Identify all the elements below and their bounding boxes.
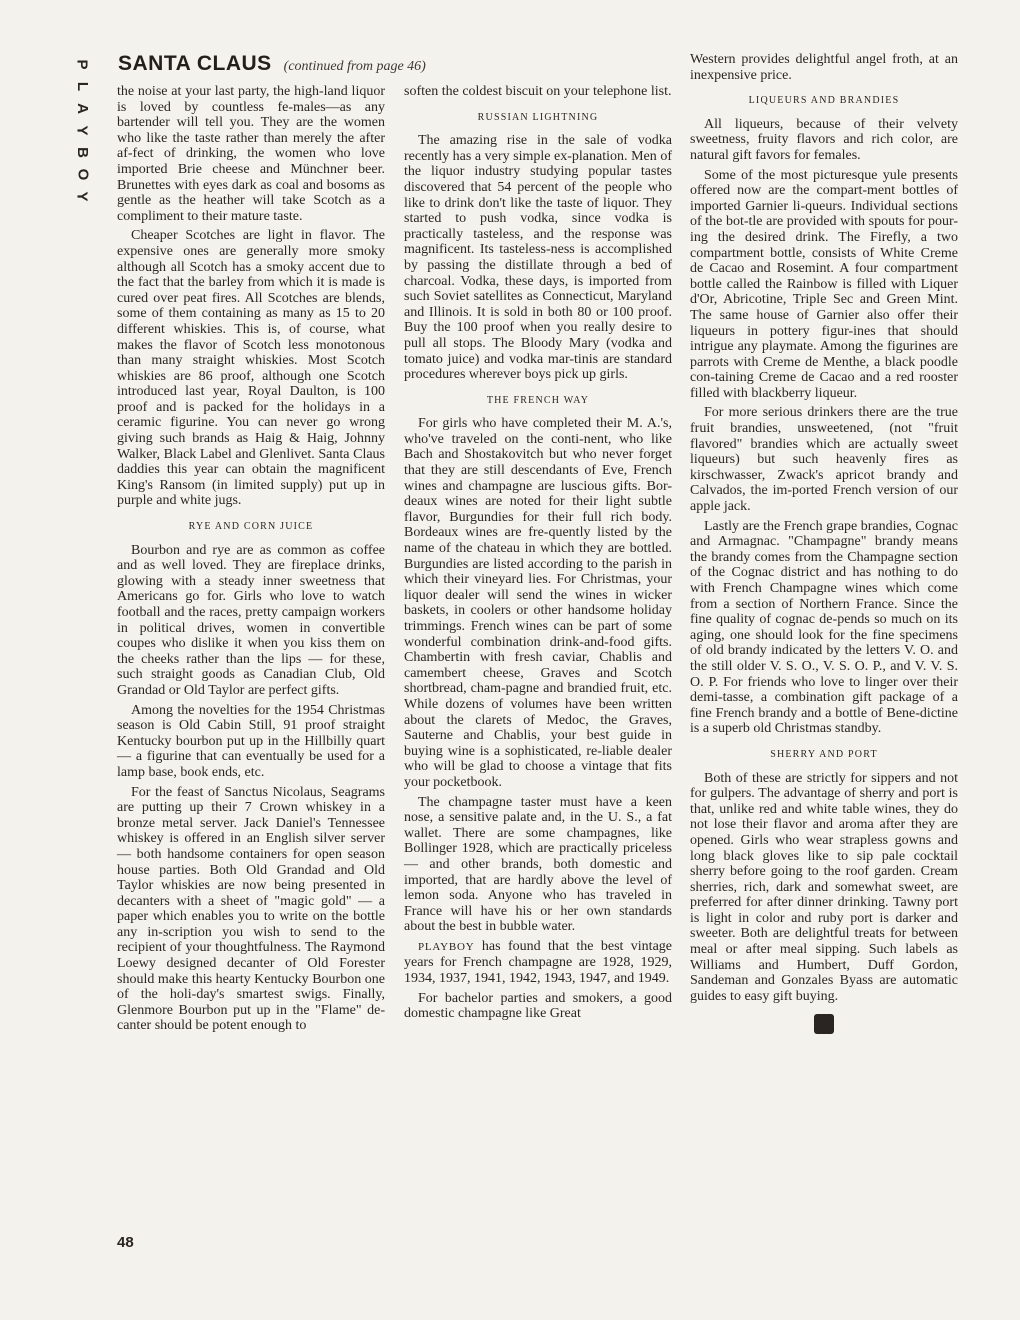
- paragraph: All liqueurs, because of their velvety sweetness, fruity flavors and rich color, are natural gift favors for females.: [690, 116, 958, 163]
- rabbit-logo-icon: [814, 1014, 834, 1034]
- paragraph: Both of these are strictly for sippers and not for gulpers. The advantage of sherry and port is that, unlike red and white table wines, they do not lose their flavor and aroma after they are opened. Girls who wear strapless gowns and long black gloves like to sip pale cocktail sherry before going to the roof garden. Cream sherries, rich, dark and somewhat sweet, are preferred for after dinner drinking. Tawny port is light in color and ruby port is darker and sweeter. Both are delightful treats for between meal or after meal sipping. Such labels as Williams and Humbert, Duff Gordon, Sandeman and Gonzales Byass are automatic guides to easy gift buying.: [690, 770, 958, 1004]
- paragraph: Among the novelties for the 1954 Christmas season is Old Cabin Still, 91 proof straight Kentucky bourbon put up in the Hillbilly quart — a figurine that can eventually be used for a lamp base, book ends, etc.: [117, 702, 385, 780]
- paragraph: Western provides delightful angel froth, at an inexpensive price.: [690, 52, 958, 83]
- margin-letter: B: [74, 147, 91, 159]
- article-header: [118, 52, 426, 82]
- text-column-3: [690, 52, 958, 1034]
- margin-letter: A: [74, 103, 91, 115]
- section-heading: RUSSIAN LIGHTNING: [477, 111, 599, 123]
- paragraph-text: has found that the best vintage years for French champagne are 1928, 1929, 1934, 1937, 1941, 1942, 1943, 1947, and 1949.: [404, 938, 672, 987]
- paragraph: For bachelor parties and smokers, a good domestic champagne like Great: [404, 990, 672, 1022]
- paragraph: the noise at your last party, the high-land liquor is loved by countless fe-males—as any bartender will tell you. They are the women who like the taste rather than merely the after af-fect of drinking, the women who love imported Brie cheese and Münchner beer. Brunettes with eyes dark as coal and bosoms as gentle as the heather will take Scotch as a compliment to their mature taste.: [117, 84, 385, 224]
- paragraph: [404, 939, 672, 987]
- margin-letter: L: [73, 81, 91, 93]
- margin-letter: Y: [73, 191, 91, 203]
- magazine-name: PLAYBOY: [418, 940, 475, 953]
- paragraph: For more serious drinkers there are the true fruit brandies, unsweetened, (not "fruit flavored" brandies which are actually sweet liqueurs) but such heavenly fires as kirschwasser, Zwack's apricot brandy and Calvados, the im-ported French version of our apple jack.: [690, 405, 958, 515]
- paragraph: For the feast of Sanctus Nicolaus, Seagrams are putting up their 7 Crown whiskey in a bronze metal server. Jack Daniel's Tennessee whiskey is offered in an English silver server — both handsome containers for open season house parties. Both Old Grandad and Old Taylor whiskies are now being presented in decanters with a sheet of "magic gold" — a paper which enables you to write on the bottle any in-scription you wish to send to the recipient of your thoughtfulness. The Raymond Loewy designed decanter of Old Forester should make this hearty Kentucky Bourbon one of the holi-day's smartest swigs. Finally, Glenmore Bourbon put up in the "Flame" de-canter should be potent enough to: [117, 784, 385, 1034]
- paragraph: Lastly are the French grape brandies, Cognac and Armagnac. "Champagne" brandy means the brandy comes from the Champagne section of the Cognac district and has nothing to do with French Champagne wines which come from a section of Northern France. Since the fine quality of cognac de-pends so much on its aging, one should look for the fine specimens of old brandy indicated by the letters V. O. and the still older V. S. O., V. S. O. P., and V. V. S. O. P. For friends who love to linger over their demi-tasse, a combination gift package of a fine French brandy and a bottle of Bene-dictine is a superb old Christmas standby.: [690, 518, 958, 737]
- section-heading: LIQUEURS AND BRANDIES: [748, 95, 900, 107]
- paragraph: Bourbon and rye are as common as coffee and as well loved. They are fireplace drinks, glowing with a steady inner sweetness that Americans go for. Girls who love to watch football and the races, pretty campaign workers in political drives, women in convertible coupes who dislike it when you kiss them on the cheeks rather than the lips — for these, such straight goods as Canadian Club, Old Grandad or Old Taylor are perfect gifts.: [117, 542, 385, 698]
- text-column-2: [404, 84, 672, 1026]
- continued-note: (continued from page 46): [283, 59, 426, 74]
- section-heading: RYE AND CORN JUICE: [188, 521, 314, 533]
- margin-letter: O: [73, 168, 91, 182]
- paragraph: Cheaper Scotches are light in flavor. The expensive ones are generally more smoky although all Scotch has a smoky accent due to the fact that the barley from which it is made is cured over peat fires. All Scotches are blends, some of them containing as many as 15 to 20 different whiskies. This is, of course, what makes the flavor of Scotch less monotonous than many straight whiskies. Most Scotch whiskies are 86 proof, although one Scotch introduced last year, Royal Daulton, is 100 proof and is packed for the holidays in a ceramic figurine. You can never go wrong giving such brands as Haig & Haig, Johnny Walker, Black Label and Glenlivet. Santa Claus daddies this year can obtain the magnificent King's Ransom (in limited supply) put up in purple and white jugs.: [117, 228, 385, 509]
- section-heading: THE FRENCH WAY: [486, 394, 590, 406]
- paragraph: Some of the most picturesque yule presents offered now are the compart-ment bottles of imported Garnier li-queurs. Individual sections of the bot-tle are provided with spouts for pour-ing the desired drink. The Firefly, a two compartment bottle, consists of White Creme de Cacao and Rosemint. A four compartment bottle called the Rainbow is filled with Liquer d'Or, Abricotine, Triple Sec and Green Mint. The same house of Garnier also offer their liqueurs in pottery figur-ines that should intrigue any playmate. Among the figurines are parrots with Creme de Menthe, a black poodle con-taining Creme de Cacao and a red rooster filled with blackberry liqueur.: [690, 167, 958, 401]
- margin-letter: Y: [73, 125, 91, 137]
- paragraph: The champagne taster must have a keen nose, a sensitive palate and, in the U. S., a fat wallet. There are some champagnes, like Bollinger 1928, which are practically priceless — and other brands, both domestic and imported, that are hardly above the level of lemon soda. Anyone who has traveled in France will have his or her own standards about the best in bubble water.: [404, 794, 672, 935]
- text-column-1: [117, 84, 385, 1038]
- article-title: SANTA CLAUS: [118, 52, 272, 75]
- margin-letter: P: [73, 59, 91, 71]
- paragraph: For girls who have completed their M. A.'s, who've traveled on the conti-nent, who like Bach and Shostakovitch but who never forget that they are still descendants of Eve, French wines and champagne are luscious gifts. Bor-deaux wines are noted for their light subtle flavor, Burgundies for their full rich body. Bordeaux wines are fre-quently listed by the name of the chateau in which they are bottled. Burgundies are listed according to the parish in which their vineyard lies. For Christmas, your liquor dealer will send the wines in wicker baskets, in coolers or other handsome holiday trimmings. French wines can be part of some wonderful combination drink-and-food gifts. Chambertin with fresh caviar, Chablis and camembert cheese, Graves and Scotch shortbread, cham-pagne and brandied fruit, etc. While dozens of volumes have been written about the clarets of Medoc, the Graves, Sauterne and Chablis, your best guide in buying wine is a sophisticated, re-liable dealer who will be glad to choose a vintage that fits your pocketbook.: [404, 416, 672, 790]
- paragraph: The amazing rise in the sale of vodka recently has a very simple ex-planation. Men of the liquor industry studying popular tastes discovered that 54 percent of the people who like to drink don't like the taste of liquor. They started to push vodka, since vodka is practically tasteless, and the response was magnificent. Its tasteless-ness is accomplished by passing the distillate through a bed of charcoal. Vodka, these days, is imported from such Soviet satellites as Connecticut, Maryland and Illinois. It is sold in both 80 or 100 proof. Buy the 100 proof when you really desire to pull all stops. The Bloody Mary (vodka and tomato juice) and vodka mar-tinis are standard procedures wherever boys pick up girls.: [404, 133, 672, 383]
- magazine-margin-label: [70, 54, 94, 208]
- page-number: 48: [117, 1234, 134, 1251]
- section-heading: SHERRY AND PORT: [770, 748, 878, 760]
- paragraph: soften the coldest biscuit on your telephone list.: [404, 84, 672, 99]
